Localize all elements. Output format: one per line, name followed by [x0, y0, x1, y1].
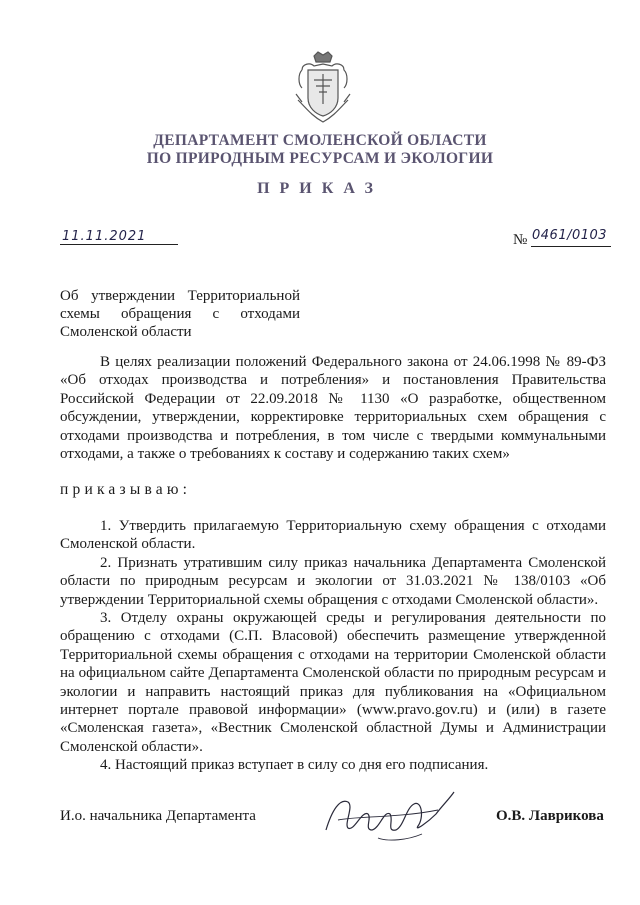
subject-line: схемы обращения с отходами — [60, 306, 300, 322]
intro-paragraph: В целях реализации положений Федерального закона от 24.06.1998 № 89-ФЗ «Об отходах производства и потребления» и постановления Правительства Российской Федерации от 22.09.2018 № 1130 «О разработке, общественном обсуждении, утверждении, корректировке территориальных схем обращения с отходами производства и потребления, в том числе с твердыми коммунальными отходами, а также о требованиях к составу и содержанию таких схем» — [60, 354, 606, 463]
order-subject — [60, 287, 300, 341]
order-number: 0461/0103 — [532, 228, 608, 243]
handwritten-signature — [318, 780, 458, 850]
department-name-line1: ДЕПАРТАМЕНТ СМОЛЕНСКОЙ ОБЛАСТИ — [153, 132, 487, 149]
order-item-1: 1. Утвердить прилагаемую Территориальную схему обращения с отходами Смоленской области. — [60, 518, 606, 553]
subject-line: Смоленской области — [60, 324, 192, 340]
subject-line: Об утверждении Территориальной — [60, 288, 300, 304]
signer-title: И.о. начальника Департамента — [60, 808, 256, 824]
department-name-line2: ПО ПРИРОДНЫМ РЕСУРСАМ И ЭКОЛОГИИ — [146, 150, 494, 167]
coat-of-arms-emblem — [292, 50, 354, 126]
order-items — [60, 517, 606, 775]
date-underline — [60, 244, 178, 245]
signer-name: О.В. Лаврикова — [496, 808, 604, 824]
order-item-2: 2. Признать утратившим силу приказ начальника Департамента Смоленской области по природным ресурсам и экологии от 31.03.2021 № 138/0103 «Об утверждении Территориальной схемы обращения с отходами Смоленской области». — [60, 554, 606, 608]
order-date: 11.11.2021 — [62, 229, 147, 244]
number-underline — [531, 246, 611, 247]
document-type-title: ПРИКАЗ — [257, 180, 383, 197]
order-item-4: 4. Настоящий приказ вступает в силу со дня его подписания. — [100, 757, 489, 774]
order-number-label: № — [513, 232, 528, 248]
order-item-3: 3. Отделу охраны окружающей среды и регулирования деятельности по обращению с отходами (С.П. Власовой) обеспечить размещение утвержденной Территориальной схемы обращения с отходами на территории Смоленской области на официальном сайте Департамента Смоленской области по природным ресурсам и экологии и направить настоящий приказ для публикования на «Официальном интернет портале правовой информации» (www.pravo.gov.ru) и (или) в газете «Смоленская газета», «Вестник Смоленской областной Думы и Администрации Смоленской области». — [60, 610, 606, 755]
order-word: приказываю: — [60, 481, 192, 498]
